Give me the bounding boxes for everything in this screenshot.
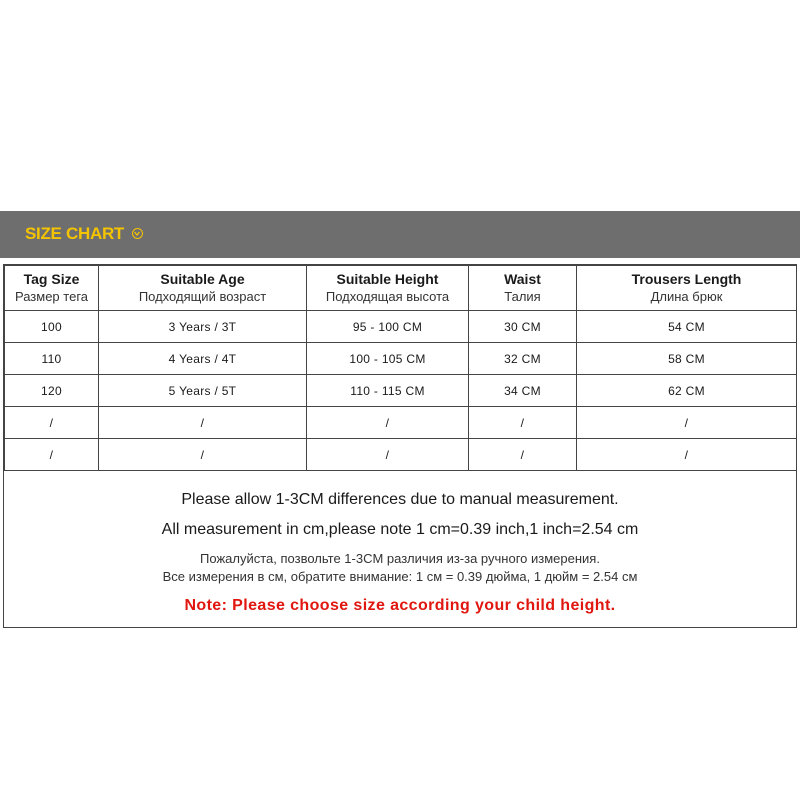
note-line-ru-2: Все измерения в см, обратите внимание: 1 см = 0.39 дюйма, 1 дюйм = 2.54 см <box>162 569 638 584</box>
table-cell: / <box>577 439 797 471</box>
table-row <box>5 343 797 375</box>
table-cell: / <box>99 407 307 439</box>
table-cell: 100 <box>5 311 99 343</box>
table-cell: 100 - 105 CM <box>307 343 469 375</box>
table-cell: 110 <box>5 343 99 375</box>
table-cell: / <box>5 439 99 471</box>
table-cell: 95 - 100 CM <box>307 311 469 343</box>
size-table <box>4 265 797 471</box>
size-warning-note: Note: Please choose size according your child height. <box>184 597 616 614</box>
size-chart-header <box>0 211 800 258</box>
table-cell: / <box>5 407 99 439</box>
note-line-ru-1: Пожалуйста, позвольте 1-3CM различия из-за ручного измерения. <box>200 551 600 566</box>
table-row <box>5 439 797 471</box>
table-cell: 54 CM <box>577 311 797 343</box>
column-header-suitable-age: Suitable Age Подходящий возраст <box>99 266 307 311</box>
table-row <box>5 407 797 439</box>
column-header-suitable-height: Suitable Height Подходящая высота <box>307 266 469 311</box>
note-line-en-2: All measurement in cm,please note 1 cm=0.39 inch,1 inch=2.54 cm <box>161 521 639 538</box>
table-cell: / <box>99 439 307 471</box>
table-cell: 32 CM <box>469 343 577 375</box>
table-cell: 4 Years / 4T <box>99 343 307 375</box>
table-cell: 62 CM <box>577 375 797 407</box>
table-cell: 110 - 115 CM <box>307 375 469 407</box>
column-header-trousers-length: Trousers Length Длина брюк <box>577 266 797 311</box>
table-cell: / <box>469 407 577 439</box>
table-cell: 30 CM <box>469 311 577 343</box>
table-cell: / <box>469 439 577 471</box>
table-cell: 120 <box>5 375 99 407</box>
table-cell: 58 CM <box>577 343 797 375</box>
size-chart-frame <box>3 264 797 628</box>
size-chart-title: SIZE CHART <box>25 224 125 243</box>
column-header-waist: Waist Талия <box>469 266 577 311</box>
measurement-notes <box>4 469 796 627</box>
chevron-down-circle-icon <box>132 228 143 239</box>
table-cell: / <box>307 439 469 471</box>
note-line-en-1: Please allow 1-3CM differences due to manual measurement. <box>181 491 619 508</box>
table-row <box>5 311 797 343</box>
table-cell: / <box>307 407 469 439</box>
table-cell: 3 Years / 3T <box>99 311 307 343</box>
table-header-row <box>5 266 797 311</box>
table-cell: 5 Years / 5T <box>99 375 307 407</box>
table-row <box>5 375 797 407</box>
column-header-tag-size: Tag Size Размер тега <box>5 266 99 311</box>
table-cell: / <box>577 407 797 439</box>
table-cell: 34 CM <box>469 375 577 407</box>
